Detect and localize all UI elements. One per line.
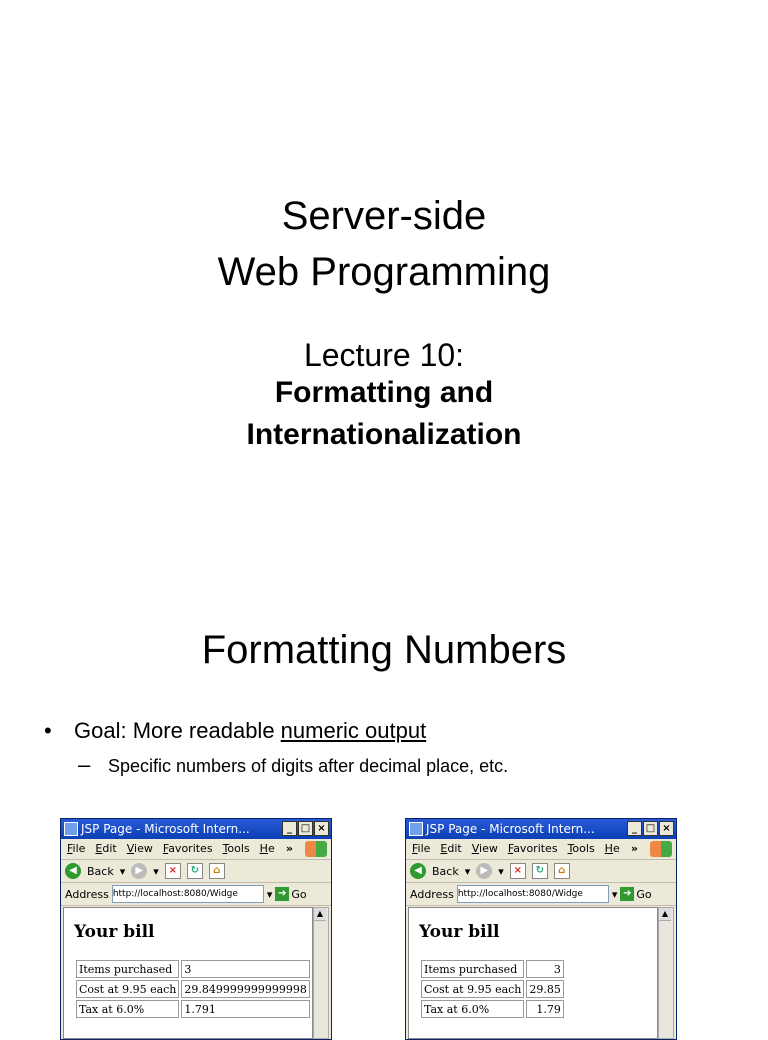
menu-chevron[interactable]: » xyxy=(630,842,638,855)
menu-bar xyxy=(406,839,676,860)
scroll-up-icon[interactable]: ▲ xyxy=(314,908,326,921)
home-icon[interactable]: ⌂ xyxy=(554,863,570,879)
address-bar xyxy=(406,883,676,906)
dropdown-icon[interactable]: ▾ xyxy=(153,864,159,878)
row-value: 3 xyxy=(181,960,309,978)
sub-bullet xyxy=(78,752,508,779)
bill-table xyxy=(74,958,312,1020)
refresh-icon[interactable]: ↻ xyxy=(187,863,203,879)
back-label[interactable]: Back xyxy=(87,864,114,878)
menu-edit[interactable]: Edit xyxy=(95,842,117,855)
menu-favorites[interactable]: Favorites xyxy=(162,842,213,855)
menu-file[interactable]: File xyxy=(67,842,86,855)
back-label[interactable]: Back xyxy=(432,864,459,878)
row-label: Tax at 6.0% xyxy=(421,1000,524,1018)
scrollbar[interactable] xyxy=(658,907,674,1039)
menu-favorites[interactable]: Favorites xyxy=(507,842,558,855)
table-row xyxy=(76,1000,310,1018)
minimize-button[interactable]: _ xyxy=(627,821,642,836)
toolbar xyxy=(61,860,331,883)
row-label: Items purchased xyxy=(76,960,179,978)
row-label: Tax at 6.0% xyxy=(76,1000,179,1018)
page-content xyxy=(63,907,313,1039)
maximize-button[interactable]: □ xyxy=(298,821,313,836)
windows-logo-icon xyxy=(305,841,327,857)
row-label: Items purchased xyxy=(421,960,524,978)
window-title: JSP Page - Microsoft Intern... xyxy=(81,822,250,836)
page-heading: Your bill xyxy=(74,922,155,942)
menu-help[interactable]: He xyxy=(604,842,620,855)
slide-title-line1: Server-side xyxy=(281,194,487,238)
dropdown-icon[interactable]: ▾ xyxy=(498,864,504,878)
title-bar xyxy=(406,819,676,839)
lecture-subtitle-line1: Formatting and xyxy=(274,376,494,409)
bullet-dot-icon: • xyxy=(44,718,52,743)
forward-arrow-icon[interactable]: ▶ xyxy=(476,863,492,879)
ie-icon xyxy=(409,822,423,836)
menu-tools[interactable]: Tools xyxy=(222,842,250,855)
page-heading: Your bill xyxy=(419,922,500,942)
browser-window-unformatted xyxy=(60,818,332,1040)
dropdown-icon[interactable]: ▾ xyxy=(464,864,471,878)
scroll-up-icon[interactable]: ▲ xyxy=(659,908,671,921)
table-row xyxy=(421,1000,564,1018)
go-button[interactable] xyxy=(620,887,651,901)
menu-tools[interactable]: Tools xyxy=(567,842,595,855)
address-input[interactable]: http://localhost:8080/Widge xyxy=(112,885,264,903)
go-label: Go xyxy=(291,887,307,901)
row-value: 3 xyxy=(526,960,564,978)
table-row xyxy=(76,980,310,998)
bullet-goal xyxy=(44,716,426,746)
bullet-text: Goal: More readable xyxy=(74,718,281,743)
maximize-button[interactable]: □ xyxy=(643,821,658,836)
toolbar xyxy=(406,860,676,883)
address-dropdown-icon[interactable]: ▾ xyxy=(266,887,273,901)
close-button[interactable]: × xyxy=(314,821,329,836)
minimize-button[interactable]: _ xyxy=(282,821,297,836)
browser-window-formatted xyxy=(405,818,677,1040)
back-arrow-icon[interactable]: ◀ xyxy=(65,863,81,879)
lecture-number: Lecture 10: xyxy=(303,337,465,373)
row-label: Cost at 9.95 each xyxy=(76,980,179,998)
home-icon[interactable]: ⌂ xyxy=(209,863,225,879)
forward-arrow-icon[interactable]: ▶ xyxy=(131,863,147,879)
table-row xyxy=(421,980,564,998)
address-dropdown-icon[interactable]: ▾ xyxy=(611,887,618,901)
menu-view[interactable]: View xyxy=(126,842,153,855)
address-label: Address xyxy=(410,887,454,901)
row-label: Cost at 9.95 each xyxy=(421,980,524,998)
go-label: Go xyxy=(636,887,652,901)
dropdown-icon[interactable]: ▾ xyxy=(119,864,126,878)
title-bar xyxy=(61,819,331,839)
menu-view[interactable]: View xyxy=(471,842,498,855)
refresh-icon[interactable]: ↻ xyxy=(532,863,548,879)
menu-file[interactable]: File xyxy=(412,842,431,855)
bill-table xyxy=(419,958,566,1020)
row-value: 29.85 xyxy=(526,980,564,998)
back-arrow-icon[interactable]: ◀ xyxy=(410,863,426,879)
ie-icon xyxy=(64,822,78,836)
lecture-subtitle-line2: Internationalization xyxy=(246,418,522,451)
menu-edit[interactable]: Edit xyxy=(440,842,462,855)
row-value: 1.791 xyxy=(181,1000,309,1018)
address-input[interactable]: http://localhost:8080/Widge xyxy=(457,885,609,903)
windows-logo-icon xyxy=(650,841,672,857)
scrollbar[interactable] xyxy=(313,907,329,1039)
go-arrow-icon: ➔ xyxy=(275,887,289,901)
stop-icon[interactable]: × xyxy=(510,863,526,879)
slide-title-line2: Web Programming xyxy=(217,250,551,294)
menu-bar xyxy=(61,839,331,860)
slide2-title: Formatting Numbers xyxy=(201,628,567,672)
window-title: JSP Page - Microsoft Intern... xyxy=(426,822,595,836)
row-value: 1.79 xyxy=(526,1000,564,1018)
address-bar xyxy=(61,883,331,906)
go-button[interactable] xyxy=(275,887,306,901)
bullet-underlined-text: numeric output xyxy=(280,718,427,743)
sub-bullet-text: Specific numbers of digits after decimal place, etc. xyxy=(108,756,509,776)
page-content xyxy=(408,907,658,1039)
row-value: 29.849999999999998 xyxy=(181,980,309,998)
table-row xyxy=(76,960,310,978)
address-label: Address xyxy=(65,887,109,901)
dash-icon: – xyxy=(78,752,91,777)
menu-chevron[interactable]: » xyxy=(285,842,293,855)
table-row xyxy=(421,960,564,978)
menu-help[interactable]: He xyxy=(259,842,275,855)
close-button[interactable]: × xyxy=(659,821,674,836)
stop-icon[interactable]: × xyxy=(165,863,181,879)
go-arrow-icon: ➔ xyxy=(620,887,634,901)
